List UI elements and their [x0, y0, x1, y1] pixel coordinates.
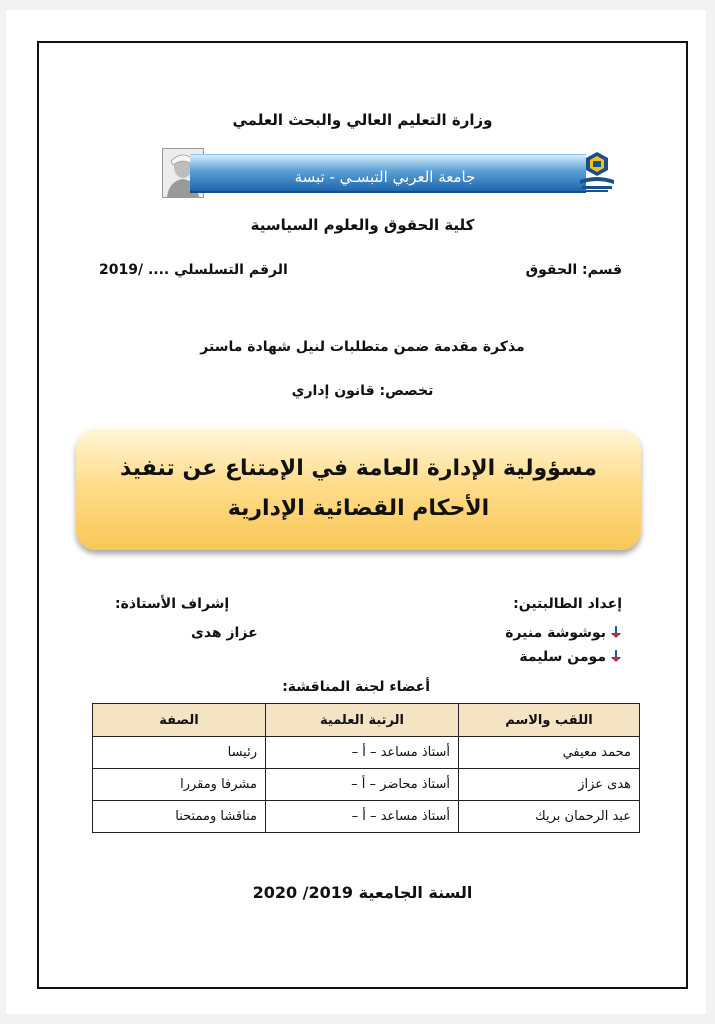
student-name — [505, 625, 622, 641]
table-row — [93, 801, 640, 833]
supervisor-name: عزاز هدى — [191, 625, 258, 641]
document-page — [6, 10, 706, 1014]
university-logo-icon — [578, 150, 616, 194]
student-name — [519, 649, 622, 665]
memo-statement: مذكرة مقدمة ضمن متطلبات لنيل شهادة ماستر — [200, 339, 525, 355]
arrow-bullet-icon — [610, 650, 622, 662]
students-label: إعداد الطالبتين: — [513, 596, 622, 612]
faculty-heading: كلية الحقوق والعلوم السياسية — [250, 216, 475, 234]
thesis-title: مسؤولية الإدارة العامة في الإمتناع عن تنفيذ الأحكام القضائية الإدارية — [120, 456, 597, 521]
page-border — [37, 41, 688, 989]
table-row — [93, 737, 640, 769]
member-rank: أستاذ مساعد – أ – — [266, 801, 459, 833]
column-header: اللقب والاسم — [459, 704, 640, 737]
committee-label: أعضاء لجنة المناقشة: — [282, 679, 430, 695]
serial-number: الرقم التسلسلي .... /2019 — [99, 262, 288, 278]
university-banner — [162, 148, 616, 198]
student-name-text: مومن سليمة — [519, 649, 606, 665]
banner-bar — [190, 154, 586, 193]
member-role: مناقشا وممتحنا — [93, 801, 266, 833]
committee-table — [92, 703, 640, 833]
member-role: مشرفا ومقررا — [93, 769, 266, 801]
member-name: عبد الرحمان بريك — [459, 801, 640, 833]
member-name: محمد معيفي — [459, 737, 640, 769]
table-header-row — [93, 704, 640, 737]
student-name-text: بوشوشة منيرة — [505, 625, 606, 641]
academic-year: السنة الجامعية 2019/ 2020 — [252, 883, 473, 902]
column-header: الصفة — [93, 704, 266, 737]
supervisor-label: إشراف الأستاذة: — [115, 596, 230, 612]
member-rank: أستاذ محاضر – أ – — [266, 769, 459, 801]
ministry-heading: وزارة التعليم العالي والبحث العلمي — [232, 111, 493, 129]
thesis-title-box — [76, 429, 641, 550]
column-header: الرتبة العلمية — [266, 704, 459, 737]
member-role: رئيسا — [93, 737, 266, 769]
member-rank: أستاذ مساعد – أ – — [266, 737, 459, 769]
department-label: قسم: الحقوق — [525, 262, 622, 278]
university-name: جامعة العربي التبسـي - تبسة — [294, 168, 476, 186]
specialization-label: تخصص: قانون إداري — [291, 383, 434, 399]
member-name: هدى عزاز — [459, 769, 640, 801]
arrow-bullet-icon — [610, 626, 622, 638]
table-row — [93, 769, 640, 801]
